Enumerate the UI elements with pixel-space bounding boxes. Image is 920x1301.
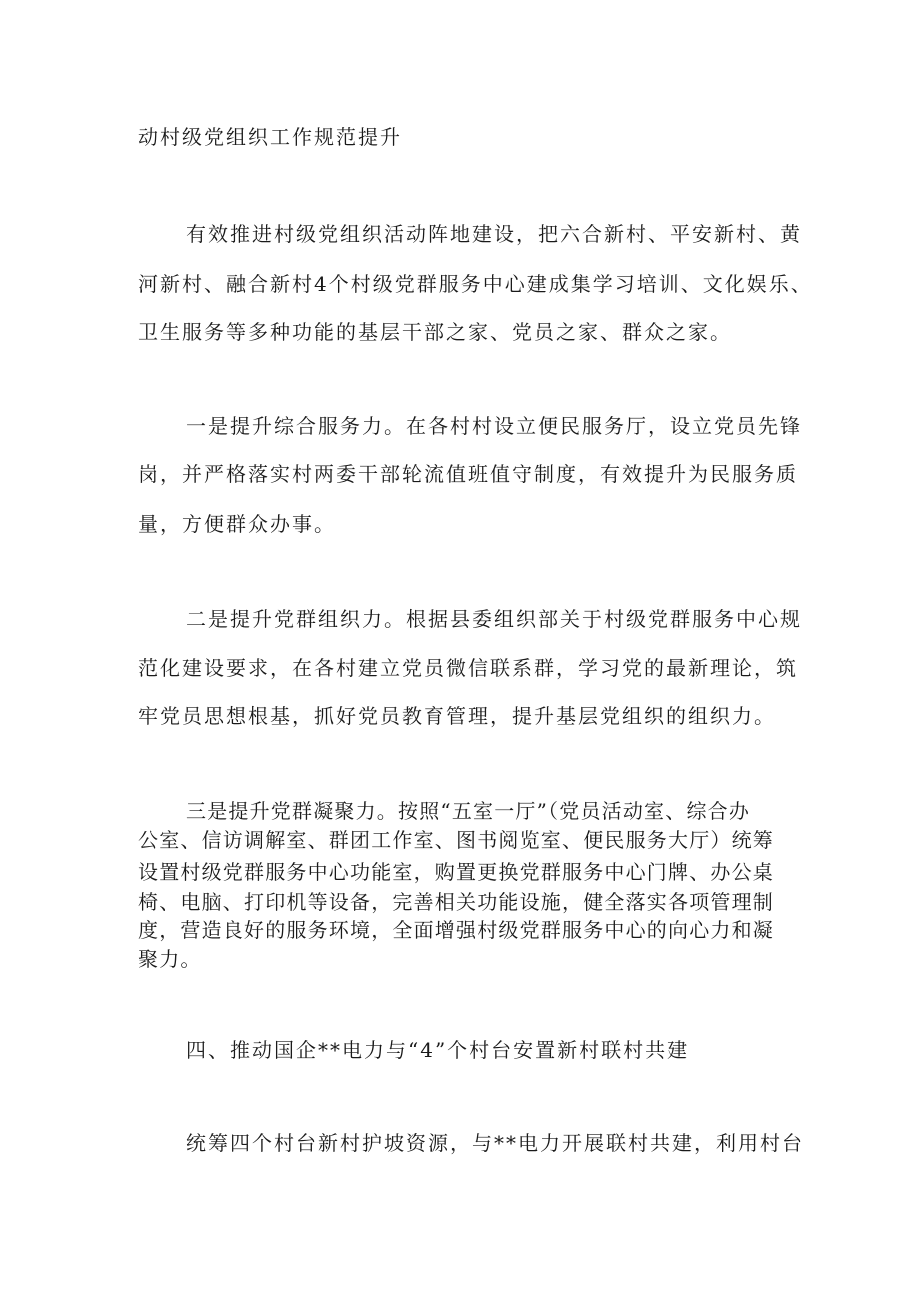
document-line: 一是提升综合服务力。在各村村设立便民服务厅，设立党员先锋 (186, 414, 802, 438)
document-line: 聚力。 (138, 947, 202, 971)
document-line: 卫生服务等多种功能的基层干部之家、党员之家、群众之家。 (138, 320, 732, 344)
document-line: 四、推动国企**电力与“4”个村台安置新村联村共建 (186, 1038, 690, 1062)
document-line: 范化建设要求，在各村建立党员微信联系群，学习党的最新理论，筑 (138, 656, 798, 680)
document-line: 公室、信访调解室、群团工作室、图书阅览室、便民服务大厅）统筹 (138, 828, 774, 852)
document-line: 动村级党组织工作规范提升 (138, 125, 402, 149)
document-line: 岗，并严格落实村两委干部轮流值班值守制度，有效提升为民服务质 (138, 462, 798, 486)
document-line: 牢党员思想根基，抓好党员教育管理，提升基层党组织的组织力。 (138, 704, 776, 728)
document-line: 三是提升党群凝聚力。按照“五室一厅”（党员活动室、综合办 (186, 799, 751, 823)
document-line: 椅、电脑、打印机等设备，完善相关功能设施，健全落实各项管理制 (138, 890, 774, 914)
document-line: 河新村、融合新村4个村级党群服务中心建成集学习培训、文化娱乐、 (138, 272, 813, 296)
document-line: 量，方便群众办事。 (138, 512, 336, 536)
document-line: 统筹四个村台新村护坡资源，与**电力开展联村共建，利用村台 (186, 1131, 804, 1155)
document-line: 二是提升党群组织力。根据县委组织部关于村级党群服务中心规 (186, 607, 802, 631)
document-line: 设置村级党群服务中心功能室，购置更换党群服务中心门牌、办公桌 (138, 860, 774, 884)
document-line: 有效推进村级党组织活动阵地建设，把六合新村、平安新村、黄 (186, 222, 802, 246)
document-line: 度，营造良好的服务环境，全面增强村级党群服务中心的向心力和凝 (138, 918, 774, 942)
